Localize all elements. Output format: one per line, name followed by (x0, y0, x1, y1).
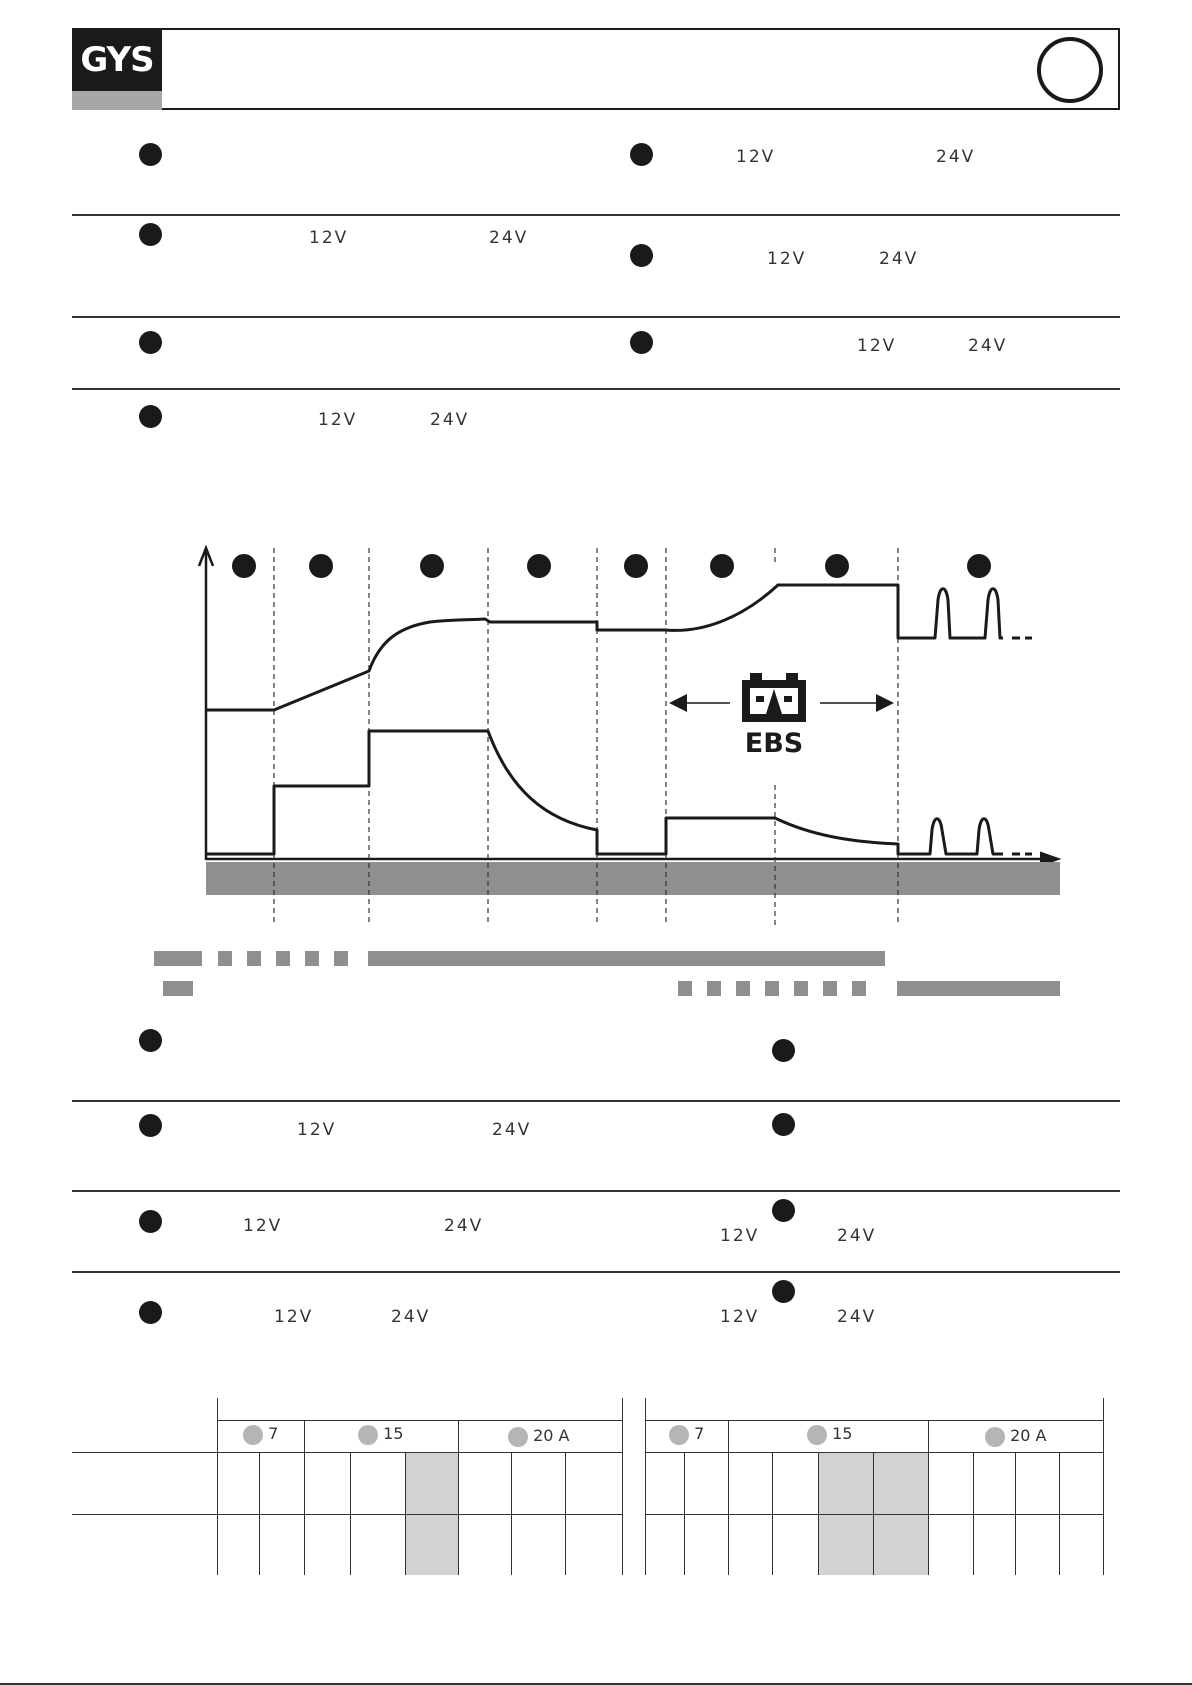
divider (72, 1271, 1120, 1273)
divider (72, 316, 1120, 318)
voltage-24v: 24V (837, 1226, 877, 1246)
voltage-24v: 24V (444, 1216, 484, 1236)
charging-curve-diagram (0, 540, 1192, 1010)
voltage-12v: 12V (318, 410, 358, 430)
voltage-24v: 24V (879, 249, 919, 269)
step-marker (630, 331, 653, 354)
page-header (72, 28, 1120, 110)
led-bar-2-label (163, 981, 193, 996)
voltage-12v: 12V (767, 249, 807, 269)
led-blink (678, 981, 692, 996)
grey-dot-icon (508, 1427, 528, 1447)
step-marker (139, 143, 162, 166)
divider (72, 388, 1120, 390)
voltage-24v: 24V (968, 336, 1008, 356)
voltage-24v: 24V (391, 1307, 431, 1327)
grey-dot-icon (243, 1425, 263, 1445)
amperage-table (0, 1390, 1192, 1580)
amp-7: 7 (243, 1424, 278, 1445)
step-marker (139, 331, 162, 354)
led-blink (765, 981, 779, 996)
led-blink (823, 981, 837, 996)
led-blink (707, 981, 721, 996)
step-marker (772, 1039, 795, 1062)
amp-20: 20 A (985, 1426, 1046, 1447)
amp-15: 15 (358, 1424, 403, 1445)
led-blink (305, 951, 319, 966)
current-curve (206, 731, 1003, 854)
step-marker (139, 1210, 162, 1233)
grey-dot-icon (669, 1425, 689, 1445)
language-circle (1037, 37, 1103, 103)
step-marker (139, 1114, 162, 1137)
voltage-24v: 24V (936, 147, 976, 167)
led-blink (334, 951, 348, 966)
battery-icon (742, 673, 806, 722)
grey-dot-icon (985, 1427, 1005, 1447)
footer-rule (0, 1683, 1192, 1685)
voltage-24v: 24V (492, 1120, 532, 1140)
amp-7: 7 (669, 1424, 704, 1445)
phase-markers (232, 554, 991, 578)
voltage-24v: 24V (489, 228, 529, 248)
step-marker (139, 1029, 162, 1052)
voltage-12v: 12V (736, 147, 776, 167)
ebs-label: EBS (744, 728, 804, 759)
amp-15: 15 (807, 1424, 852, 1445)
step-marker (139, 405, 162, 428)
step-marker (139, 1301, 162, 1324)
amp-20: 20 A (508, 1426, 569, 1447)
divider (72, 214, 1120, 216)
step-marker (139, 223, 162, 246)
led-blink (276, 951, 290, 966)
grey-dot-icon (358, 1425, 378, 1445)
step-marker (772, 1280, 795, 1303)
step-marker (630, 143, 653, 166)
voltage-curve (206, 585, 1003, 710)
led-steady (897, 981, 1060, 996)
voltage-12v: 12V (720, 1226, 760, 1246)
led-blink (247, 951, 261, 966)
grey-dot-icon (807, 1425, 827, 1445)
voltage-24v: 24V (430, 410, 470, 430)
step-marker (772, 1113, 795, 1136)
step-marker (630, 244, 653, 267)
voltage-12v: 12V (243, 1216, 283, 1236)
led-blink (852, 981, 866, 996)
led-blink (794, 981, 808, 996)
voltage-12v: 12V (274, 1307, 314, 1327)
voltage-12v: 12V (720, 1307, 760, 1327)
led-bar-1-label (154, 951, 202, 966)
divider (72, 1190, 1120, 1192)
time-bar (206, 862, 1060, 895)
step-marker (772, 1199, 795, 1222)
voltage-12v: 12V (297, 1120, 337, 1140)
led-blink (218, 951, 232, 966)
gys-logo: GYS (72, 28, 162, 91)
voltage-24v: 24V (837, 1307, 877, 1327)
divider (72, 1100, 1120, 1102)
led-steady (368, 951, 885, 966)
voltage-12v: 12V (857, 336, 897, 356)
voltage-12v: 12V (309, 228, 349, 248)
led-blink (736, 981, 750, 996)
logo-bar (72, 91, 162, 110)
